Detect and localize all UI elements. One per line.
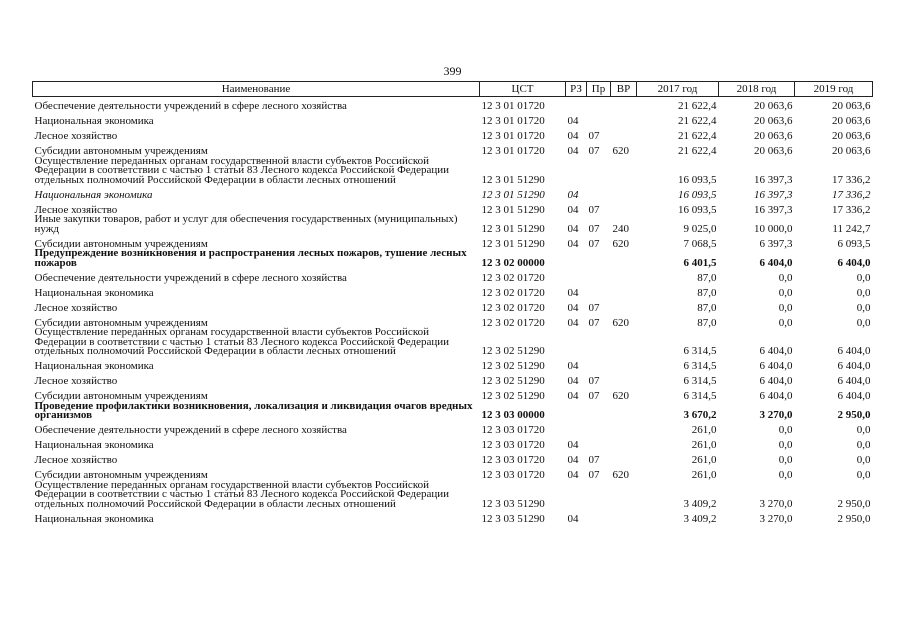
row-value-2019: 2 950,0 bbox=[837, 512, 871, 525]
table-row bbox=[33, 481, 873, 510]
row-value-2018: 6 404,0 bbox=[759, 256, 793, 269]
row-vr bbox=[611, 157, 637, 186]
row-value-2018: 20 063,6 bbox=[754, 100, 793, 112]
table-row bbox=[33, 97, 873, 112]
row-cst: 12 3 01 51290 bbox=[481, 222, 545, 235]
row-value-2019: 0,0 bbox=[856, 469, 871, 481]
header-rz: РЗ bbox=[566, 82, 587, 97]
row-name: Субсидии автономным учреждениям bbox=[34, 316, 208, 329]
row-rz: 04 bbox=[567, 512, 579, 525]
table-row bbox=[33, 268, 873, 283]
table-row bbox=[33, 249, 873, 268]
table-row bbox=[33, 509, 873, 524]
row-name: Национальная экономика bbox=[34, 360, 154, 372]
row-cst: 12 3 03 01720 bbox=[481, 469, 545, 481]
row-name: Лесное хозяйство bbox=[34, 301, 118, 314]
row-value-2018: 10 000,0 bbox=[754, 222, 793, 235]
table-row bbox=[33, 298, 873, 313]
row-vr: 620 bbox=[612, 390, 629, 402]
row-value-2019: 6 404,0 bbox=[837, 345, 871, 357]
row-vr bbox=[611, 283, 637, 298]
row-name: Осуществление переданных органам государственной власти субъектов Российской Федерации в соответствии с частью 1 статьи 83 Лесного кодекса Российской Федерации отдельных полномочий Российской Федерации в области лесных отношений bbox=[34, 326, 450, 357]
row-rz: 04 bbox=[567, 237, 579, 250]
row-value-2018: 20 063,6 bbox=[754, 145, 793, 157]
row-rz: 04 bbox=[567, 360, 579, 372]
row-cst: 12 3 01 01720 bbox=[481, 145, 545, 157]
row-value-2018: 0,0 bbox=[778, 286, 793, 299]
table-row bbox=[33, 436, 873, 451]
row-value-2017: 6 314,5 bbox=[683, 360, 717, 372]
row-vr bbox=[611, 421, 637, 436]
row-vr: 620 bbox=[612, 469, 629, 481]
row-name: Осуществление переданных органам государственной власти субъектов Российской Федерации в соответствии с частью 1 статьи 83 Лесного кодекса Российской Федерации отдельных полномочий Российской Федерации в области лесных отношений bbox=[34, 154, 450, 186]
row-cst: 12 3 03 00000 bbox=[481, 409, 545, 421]
row-value-2017: 3 409,2 bbox=[683, 497, 717, 510]
row-value-2017: 261,0 bbox=[691, 469, 717, 481]
table-row bbox=[33, 372, 873, 387]
header-vr: ВР bbox=[611, 82, 637, 97]
row-value-2019: 6 093,5 bbox=[837, 237, 871, 250]
row-value-2018: 3 270,0 bbox=[759, 497, 793, 510]
row-cst: 12 3 01 01720 bbox=[481, 100, 545, 112]
row-vr: 620 bbox=[612, 145, 629, 157]
row-cst: 12 3 01 01720 bbox=[481, 115, 545, 127]
row-pr: 07 bbox=[588, 301, 600, 314]
header-name: Наименование bbox=[33, 82, 480, 97]
row-value-2019: 20 063,6 bbox=[832, 100, 871, 112]
row-value-2019: 17 336,2 bbox=[832, 188, 871, 201]
row-value-2019: 0,0 bbox=[856, 439, 871, 451]
row-value-2019: 0,0 bbox=[856, 286, 871, 299]
row-pr: 07 bbox=[588, 316, 600, 329]
row-pr bbox=[587, 185, 611, 200]
row-pr bbox=[587, 481, 611, 510]
row-rz: 04 bbox=[567, 188, 579, 201]
row-value-2017: 6 314,5 bbox=[683, 345, 717, 357]
row-name: Субсидии автономным учреждениям bbox=[34, 237, 208, 250]
row-rz bbox=[566, 268, 587, 283]
row-rz: 04 bbox=[567, 286, 579, 299]
row-pr: 07 bbox=[588, 469, 600, 481]
row-rz: 04 bbox=[567, 130, 579, 142]
row-value-2017: 3 409,2 bbox=[683, 512, 717, 525]
row-cst: 12 3 02 01720 bbox=[481, 271, 545, 284]
row-rz: 04 bbox=[567, 115, 579, 127]
row-pr: 07 bbox=[588, 237, 600, 250]
row-vr bbox=[611, 97, 637, 112]
row-name: Лесное хозяйство bbox=[34, 130, 118, 142]
row-value-2019: 17 336,2 bbox=[832, 203, 871, 216]
table-row bbox=[33, 357, 873, 372]
row-name: Национальная экономика bbox=[34, 188, 153, 201]
row-value-2018: 16 397,3 bbox=[754, 173, 793, 186]
row-value-2017: 261,0 bbox=[691, 424, 717, 436]
row-value-2019: 20 063,6 bbox=[832, 115, 871, 127]
row-value-2018: 0,0 bbox=[778, 454, 793, 466]
row-value-2019: 11 242,7 bbox=[832, 222, 871, 235]
row-cst: 12 3 03 01720 bbox=[481, 424, 545, 436]
header-year-2017: 2017 год bbox=[637, 82, 719, 97]
row-cst: 12 3 03 51290 bbox=[481, 512, 545, 525]
row-pr: 07 bbox=[588, 454, 600, 466]
row-value-2017: 16 093,5 bbox=[678, 188, 717, 201]
row-vr bbox=[611, 249, 637, 268]
row-cst: 12 3 01 01720 bbox=[481, 130, 545, 142]
row-pr: 07 bbox=[588, 203, 600, 216]
row-value-2018: 20 063,6 bbox=[754, 115, 793, 127]
row-value-2019: 20 063,6 bbox=[832, 130, 871, 142]
row-name: Предупреждение возникновения и распространения лесных пожаров, тушение лесных пожаров bbox=[34, 247, 467, 269]
row-value-2018: 6 404,0 bbox=[759, 375, 793, 387]
row-pr bbox=[587, 402, 611, 421]
row-name: Обеспечение деятельности учреждений в сфере лесного хозяйства bbox=[34, 271, 347, 284]
row-cst: 12 3 02 01720 bbox=[481, 286, 545, 299]
row-vr bbox=[611, 328, 637, 357]
header-pr: Пр bbox=[587, 82, 611, 97]
row-name: Обеспечение деятельности учреждений в сфере лесного хозяйства bbox=[34, 100, 347, 112]
row-value-2017: 261,0 bbox=[691, 439, 717, 451]
header-year-2019: 2019 год bbox=[795, 82, 873, 97]
row-name: Обеспечение деятельности учреждений в сфере лесного хозяйства bbox=[34, 424, 347, 436]
row-rz bbox=[566, 157, 587, 186]
row-rz bbox=[566, 328, 587, 357]
table-body bbox=[33, 97, 873, 525]
row-cst: 12 3 01 51290 bbox=[481, 203, 545, 216]
row-vr bbox=[611, 509, 637, 524]
row-name: Лесное хозяйство bbox=[34, 454, 118, 466]
row-value-2018: 0,0 bbox=[778, 301, 793, 314]
row-rz: 04 bbox=[567, 145, 579, 157]
row-pr bbox=[587, 268, 611, 283]
row-value-2017: 7 068,5 bbox=[683, 237, 717, 250]
row-pr: 07 bbox=[588, 222, 600, 235]
row-value-2018: 3 270,0 bbox=[759, 409, 793, 421]
row-cst: 12 3 02 51290 bbox=[481, 390, 545, 402]
table-row bbox=[33, 402, 873, 421]
table-row bbox=[33, 112, 873, 127]
row-pr: 07 bbox=[588, 375, 600, 387]
row-name: Осуществление переданных органам государственной власти субъектов Российской Федерации в соответствии с частью 1 статьи 83 Лесного кодекса Российской Федерации отдельных полномочий Российской Федерации в области лесных отношений bbox=[34, 478, 450, 510]
row-rz: 04 bbox=[567, 390, 579, 402]
table-row bbox=[33, 185, 873, 200]
row-value-2018: 16 397,3 bbox=[754, 188, 793, 201]
row-value-2018: 6 404,0 bbox=[759, 345, 793, 357]
row-pr bbox=[587, 157, 611, 186]
row-value-2018: 16 397,3 bbox=[754, 203, 793, 216]
row-value-2017: 261,0 bbox=[691, 454, 717, 466]
row-rz: 04 bbox=[567, 454, 579, 466]
row-value-2019: 0,0 bbox=[856, 316, 871, 329]
row-value-2018: 6 404,0 bbox=[759, 360, 793, 372]
row-vr bbox=[611, 481, 637, 510]
row-value-2019: 17 336,2 bbox=[832, 173, 871, 186]
row-value-2017: 87,0 bbox=[697, 301, 717, 314]
row-vr: 620 bbox=[612, 316, 629, 329]
row-pr bbox=[587, 357, 611, 372]
row-vr bbox=[611, 436, 637, 451]
row-value-2017: 21 622,4 bbox=[678, 130, 717, 142]
row-rz: 04 bbox=[567, 469, 579, 481]
row-rz bbox=[566, 249, 587, 268]
row-value-2017: 87,0 bbox=[697, 316, 717, 329]
row-name: Лесное хозяйство bbox=[34, 203, 118, 216]
row-value-2017: 16 093,5 bbox=[678, 173, 717, 186]
row-cst: 12 3 02 01720 bbox=[481, 301, 545, 314]
row-value-2019: 0,0 bbox=[856, 301, 871, 314]
table-row bbox=[33, 451, 873, 466]
row-value-2018: 0,0 bbox=[778, 424, 793, 436]
row-rz: 04 bbox=[567, 316, 579, 329]
row-pr: 07 bbox=[588, 390, 600, 402]
row-pr: 07 bbox=[588, 130, 600, 142]
row-name: Субсидии автономным учреждениям bbox=[34, 145, 208, 157]
row-pr bbox=[587, 509, 611, 524]
row-value-2019: 2 950,0 bbox=[837, 497, 871, 510]
row-value-2017: 6 314,5 bbox=[683, 375, 717, 387]
row-value-2019: 6 404,0 bbox=[837, 375, 871, 387]
row-cst: 12 3 01 51290 bbox=[481, 188, 545, 201]
row-cst: 12 3 02 00000 bbox=[481, 256, 545, 269]
header-cst: ЦСТ bbox=[480, 82, 566, 97]
row-value-2017: 16 093,5 bbox=[678, 203, 717, 216]
row-value-2018: 0,0 bbox=[778, 271, 793, 284]
header-year-2018: 2018 год bbox=[719, 82, 795, 97]
row-value-2019: 6 404,0 bbox=[837, 360, 871, 372]
table-row bbox=[33, 157, 873, 186]
row-cst: 12 3 03 51290 bbox=[481, 497, 545, 510]
row-value-2019: 0,0 bbox=[856, 424, 871, 436]
row-vr bbox=[611, 298, 637, 313]
row-value-2017: 3 670,2 bbox=[683, 409, 717, 421]
row-name: Национальная экономика bbox=[34, 115, 154, 127]
row-rz: 04 bbox=[567, 375, 579, 387]
row-pr bbox=[587, 112, 611, 127]
row-vr bbox=[611, 127, 637, 142]
row-pr bbox=[587, 249, 611, 268]
row-pr: 07 bbox=[588, 145, 600, 157]
row-value-2018: 20 063,6 bbox=[754, 130, 793, 142]
row-vr bbox=[611, 200, 637, 215]
table-row bbox=[33, 215, 873, 234]
row-rz: 04 bbox=[567, 222, 579, 235]
row-value-2019: 2 950,0 bbox=[837, 409, 871, 421]
table-header-row bbox=[33, 82, 873, 97]
row-rz bbox=[566, 481, 587, 510]
row-cst: 12 3 02 51290 bbox=[481, 345, 545, 357]
row-vr bbox=[611, 357, 637, 372]
row-name: Иные закупки товаров, работ и услуг для обеспечения государственных (муниципальных) нужд bbox=[34, 213, 458, 235]
row-value-2018: 6 397,3 bbox=[759, 237, 793, 250]
row-cst: 12 3 02 51290 bbox=[481, 375, 545, 387]
row-name: Национальная экономика bbox=[34, 286, 154, 299]
row-name: Субсидии автономным учреждениям bbox=[34, 390, 208, 402]
row-value-2017: 9 025,0 bbox=[683, 222, 717, 235]
row-value-2018: 0,0 bbox=[778, 439, 793, 451]
row-cst: 12 3 03 01720 bbox=[481, 439, 545, 451]
row-value-2017: 87,0 bbox=[697, 271, 717, 284]
table-row bbox=[33, 421, 873, 436]
row-value-2018: 3 270,0 bbox=[759, 512, 793, 525]
row-vr bbox=[611, 268, 637, 283]
row-value-2018: 0,0 bbox=[778, 469, 793, 481]
row-name: Лесное хозяйство bbox=[34, 375, 118, 387]
row-value-2017: 21 622,4 bbox=[678, 100, 717, 112]
page-number: 399 bbox=[443, 64, 462, 78]
row-vr bbox=[611, 185, 637, 200]
row-rz: 04 bbox=[567, 439, 579, 451]
row-value-2019: 0,0 bbox=[856, 271, 871, 284]
row-cst: 12 3 01 51290 bbox=[481, 173, 545, 186]
row-cst: 12 3 02 01720 bbox=[481, 316, 545, 329]
row-pr bbox=[587, 436, 611, 451]
row-rz bbox=[566, 97, 587, 112]
row-value-2017: 6 314,5 bbox=[683, 390, 717, 402]
row-pr bbox=[587, 328, 611, 357]
row-value-2017: 6 401,5 bbox=[683, 256, 717, 269]
row-vr bbox=[611, 451, 637, 466]
row-name: Субсидии автономным учреждениям bbox=[34, 469, 208, 481]
row-value-2017: 21 622,4 bbox=[678, 145, 717, 157]
row-vr: 620 bbox=[612, 237, 629, 250]
row-cst: 12 3 03 01720 bbox=[481, 454, 545, 466]
row-value-2018: 6 404,0 bbox=[759, 390, 793, 402]
row-name: Национальная экономика bbox=[34, 512, 154, 525]
table-row bbox=[33, 328, 873, 357]
row-vr: 240 bbox=[612, 222, 629, 235]
row-cst: 12 3 01 51290 bbox=[481, 237, 545, 250]
row-rz bbox=[566, 402, 587, 421]
table-row bbox=[33, 283, 873, 298]
row-value-2018: 0,0 bbox=[778, 316, 793, 329]
row-rz: 04 bbox=[567, 203, 579, 216]
row-rz bbox=[566, 421, 587, 436]
row-cst: 12 3 02 51290 bbox=[481, 360, 545, 372]
row-value-2019: 20 063,6 bbox=[832, 145, 871, 157]
row-pr bbox=[587, 283, 611, 298]
row-vr bbox=[611, 112, 637, 127]
row-vr bbox=[611, 402, 637, 421]
budget-table bbox=[32, 81, 873, 524]
row-value-2019: 6 404,0 bbox=[837, 390, 871, 402]
row-vr bbox=[611, 372, 637, 387]
row-pr bbox=[587, 97, 611, 112]
row-rz: 04 bbox=[567, 301, 579, 314]
row-value-2019: 6 404,0 bbox=[837, 256, 871, 269]
row-value-2017: 87,0 bbox=[697, 286, 717, 299]
row-value-2017: 21 622,4 bbox=[678, 115, 717, 127]
row-pr bbox=[587, 421, 611, 436]
row-name: Национальная экономика bbox=[34, 439, 154, 451]
table-row bbox=[33, 127, 873, 142]
row-value-2019: 0,0 bbox=[856, 454, 871, 466]
row-name: Проведение профилактики возникновения, локализация и ликвидация очагов вредных организмов bbox=[34, 399, 473, 421]
